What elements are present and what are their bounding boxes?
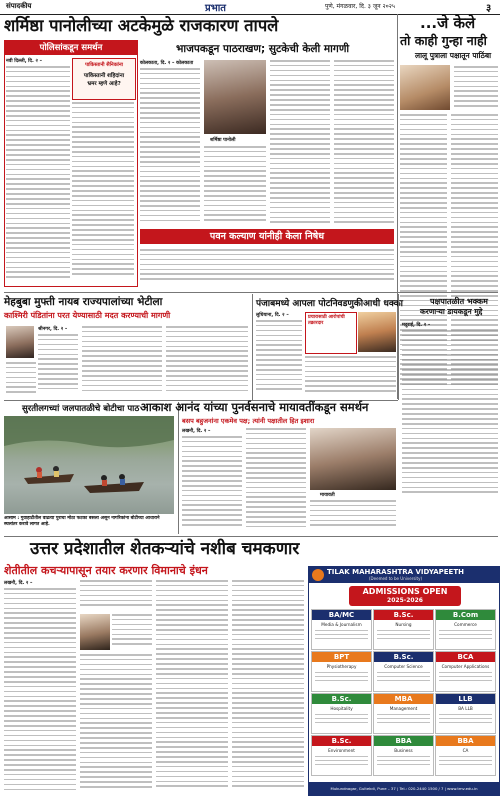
left-box-text bbox=[72, 102, 134, 282]
bottom-photo bbox=[80, 614, 110, 650]
quote-line-2: भ्रमर म्हणे आहे? bbox=[87, 81, 121, 87]
ad-course-name: BBA bbox=[374, 736, 433, 746]
side-story-subtitle: लालू पुत्राला पक्षातून पाठिंबा bbox=[415, 51, 492, 60]
page-number: ३ bbox=[486, 3, 492, 14]
quote-head: पाकिस्तानी सैनिकांना bbox=[85, 62, 123, 68]
punjab-photo bbox=[358, 312, 396, 352]
left-dateline: नवी दिल्ली, दि. २ – bbox=[6, 59, 43, 64]
pawan-kalyan-text bbox=[140, 249, 394, 285]
right-dateline: मदुराई, दि. २ – bbox=[402, 323, 431, 328]
mehbooba-text bbox=[6, 362, 36, 396]
flood-caption: आसाम : गुवाहाटीतील वाढत्या पुराचा मोठा फटका बसला असून नागरिकांना बोटीच्या आधाराने स्थलांतर करावे लागत आहे. bbox=[4, 516, 160, 527]
ad-course-detail: Hospitality bbox=[330, 706, 353, 711]
mehbooba-subhead: काश्मिरी पंडितांना परत येण्यासाठी मदत करण्याची मागणी bbox=[4, 311, 171, 320]
ad-course-name: MBA bbox=[374, 694, 433, 704]
center-text bbox=[204, 146, 266, 226]
bottom-text bbox=[4, 588, 76, 793]
bjp-subhead: भाजपकडून पाठराखण; सुटकेची केली मागणी bbox=[176, 43, 350, 55]
ad-course-card[interactable] bbox=[435, 609, 496, 650]
punjab-text bbox=[256, 320, 302, 396]
bottom-text bbox=[112, 614, 152, 650]
flood-photo bbox=[4, 416, 174, 514]
ad-course-card[interactable] bbox=[435, 651, 496, 692]
ad-course-card[interactable] bbox=[373, 651, 434, 692]
ad-course-detail: Commerce bbox=[454, 622, 477, 627]
akash-text bbox=[182, 436, 242, 532]
ad-course-name: BA/MC bbox=[312, 610, 371, 620]
paper-logo: प्रभात bbox=[205, 3, 227, 14]
bottom-headline: उत्तर प्रदेशातील शेतकऱ्यांचे नशीब चमकणार bbox=[30, 539, 300, 559]
mehbooba-headline: मेहबुबा मुफ्ती नायब राज्यपालांच्या भेटीला bbox=[4, 296, 163, 308]
punjab-headline: पंजाबमध्ये आपला पोटनिवडणुकीआधी धक्का bbox=[256, 299, 404, 309]
ad-logo-icon bbox=[312, 569, 324, 581]
tilak-ad[interactable] bbox=[308, 566, 500, 796]
mehbooba-text bbox=[82, 326, 162, 396]
ad-course-name: B.Sc. bbox=[312, 736, 371, 746]
mehbooba-text bbox=[166, 326, 248, 396]
flood-headline: सुरतीलगच्यां जलपातळीचे बोटीचा पाठ bbox=[22, 404, 140, 414]
pawan-kalyan-banner: पवन कल्याण यांनीही केला निषेध bbox=[140, 229, 394, 244]
bottom-text bbox=[156, 580, 228, 793]
side-story-text bbox=[454, 66, 498, 110]
ad-university-sub: (Deemed to be University) bbox=[369, 576, 423, 581]
photo-caption: शर्मिष्ठा पानोली bbox=[210, 138, 236, 143]
akash-headline: आकाश आनंद यांच्या पुनर्वसनाचे मायावतींकडून समर्थन bbox=[140, 400, 369, 414]
ad-footer: Mukundnagar, Gultekdi, Pune – 37 | Tel.: 020-2440 1500 / 7 | www.tmv.edu.in bbox=[309, 782, 499, 795]
ad-course-card[interactable] bbox=[373, 735, 434, 776]
ad-course-card[interactable] bbox=[373, 693, 434, 734]
ad-course-card[interactable] bbox=[311, 651, 372, 692]
akash-subhead: बसप बहुजनांना एकमेव पक्ष; त्यांनी पक्षातील हित इशारा bbox=[182, 417, 315, 425]
ad-course-card[interactable] bbox=[311, 735, 372, 776]
ad-course-detail: Management bbox=[389, 706, 418, 711]
sharmishta-photo bbox=[204, 60, 266, 134]
ad-course-name: B.Sc. bbox=[374, 610, 433, 620]
akash-dateline: लखनौ, दि. २ – bbox=[182, 429, 211, 434]
ad-course-name: LLB bbox=[436, 694, 495, 704]
mayawati-photo bbox=[310, 428, 396, 490]
side-story-title-1: ...जे केले bbox=[420, 14, 476, 32]
ad-course-detail: Nursing bbox=[395, 622, 412, 627]
quote-box bbox=[72, 58, 136, 100]
ad-course-detail: Physiotherapy bbox=[326, 664, 357, 669]
ad-course-detail: Computer Applications bbox=[441, 664, 490, 669]
punjab-dateline: लुधियाना, दि. २ – bbox=[256, 313, 289, 318]
bottom-text bbox=[80, 654, 152, 793]
ad-course-detail: Computer Science bbox=[384, 664, 423, 669]
mehbooba-photo bbox=[6, 326, 34, 358]
mehbooba-text bbox=[38, 334, 78, 396]
center-text bbox=[270, 60, 330, 226]
ad-header bbox=[309, 567, 499, 583]
ad-course-detail: Media & Journalism bbox=[321, 622, 362, 627]
ad-course-name: B.Sc. bbox=[374, 652, 433, 662]
quote-line-1: पाकिस्तानी शहिदांना bbox=[83, 73, 125, 79]
ad-course-name: B.Sc. bbox=[312, 694, 371, 704]
main-headline: शर्मिष्ठा पानोलीच्या अटकेमुळे राजकारण तापले bbox=[4, 16, 279, 35]
punjab-box-title: प्रचारासाठी आरोपांची तक्रारदार bbox=[308, 315, 345, 326]
ad-course-name: BBA bbox=[436, 736, 495, 746]
police-support-title: पोलिसांकडून समर्थन bbox=[5, 41, 137, 55]
center-text bbox=[140, 68, 200, 226]
right-headline: पक्षपातळीत भक्कम bbox=[430, 297, 488, 306]
ad-course-name: B.Com bbox=[436, 610, 495, 620]
ad-course-detail: CA bbox=[462, 748, 469, 753]
ad-course-name: BCA bbox=[436, 652, 495, 662]
akash-text bbox=[246, 428, 306, 532]
date-line: पुणे, मंगळवार, दि. ३ जून २०२५ bbox=[325, 3, 395, 10]
boats-illustration bbox=[4, 416, 174, 514]
bottom-dateline: लखनौ, दि. २ – bbox=[4, 581, 33, 586]
ad-course-detail: BA LLB bbox=[458, 706, 473, 711]
center-text bbox=[334, 60, 394, 226]
ad-course-card[interactable] bbox=[435, 693, 496, 734]
ad-course-card[interactable] bbox=[311, 609, 372, 650]
side-story-title-2: तो काही गुन्हा नाही bbox=[400, 33, 487, 48]
ad-course-name: BPT bbox=[312, 652, 371, 662]
mayawati-caption: मायावती bbox=[320, 493, 335, 498]
ad-course-card[interactable] bbox=[373, 609, 434, 650]
left-box-text bbox=[6, 66, 70, 282]
bottom-text bbox=[232, 580, 304, 793]
ad-session: 2025-2026 bbox=[387, 597, 423, 604]
ad-course-card[interactable] bbox=[435, 735, 496, 776]
mehbooba-dateline: श्रीनगर, दि. २ – bbox=[38, 327, 68, 332]
ad-course-grid bbox=[311, 609, 497, 779]
ad-admissions-banner bbox=[349, 586, 461, 606]
ad-course-detail: Business bbox=[394, 748, 413, 753]
akash-text bbox=[310, 500, 396, 532]
punjab-box bbox=[305, 312, 357, 354]
ad-university-name: TILAK MAHARASHTRA VIDYAPEETH bbox=[327, 568, 464, 576]
bottom-text bbox=[80, 580, 152, 612]
ad-course-card[interactable] bbox=[311, 693, 372, 734]
ad-admissions-title: ADMISSIONS OPEN bbox=[362, 587, 448, 596]
side-story-photo bbox=[400, 65, 450, 110]
ad-course-detail: Environment bbox=[328, 748, 355, 753]
kalyan-dateline: कोलकाता, दि. २ – कोलकाता bbox=[140, 61, 194, 66]
section-label: संपादकीय bbox=[6, 2, 32, 10]
right-subhead: करणाऱ्या डायकडून मुद्दे bbox=[420, 307, 483, 316]
bottom-subhead: शेतीतील कचऱ्यापासून तयार करणार विमानाचे इंधन bbox=[4, 564, 208, 577]
punjab-text bbox=[305, 356, 396, 396]
masthead bbox=[0, 0, 500, 15]
